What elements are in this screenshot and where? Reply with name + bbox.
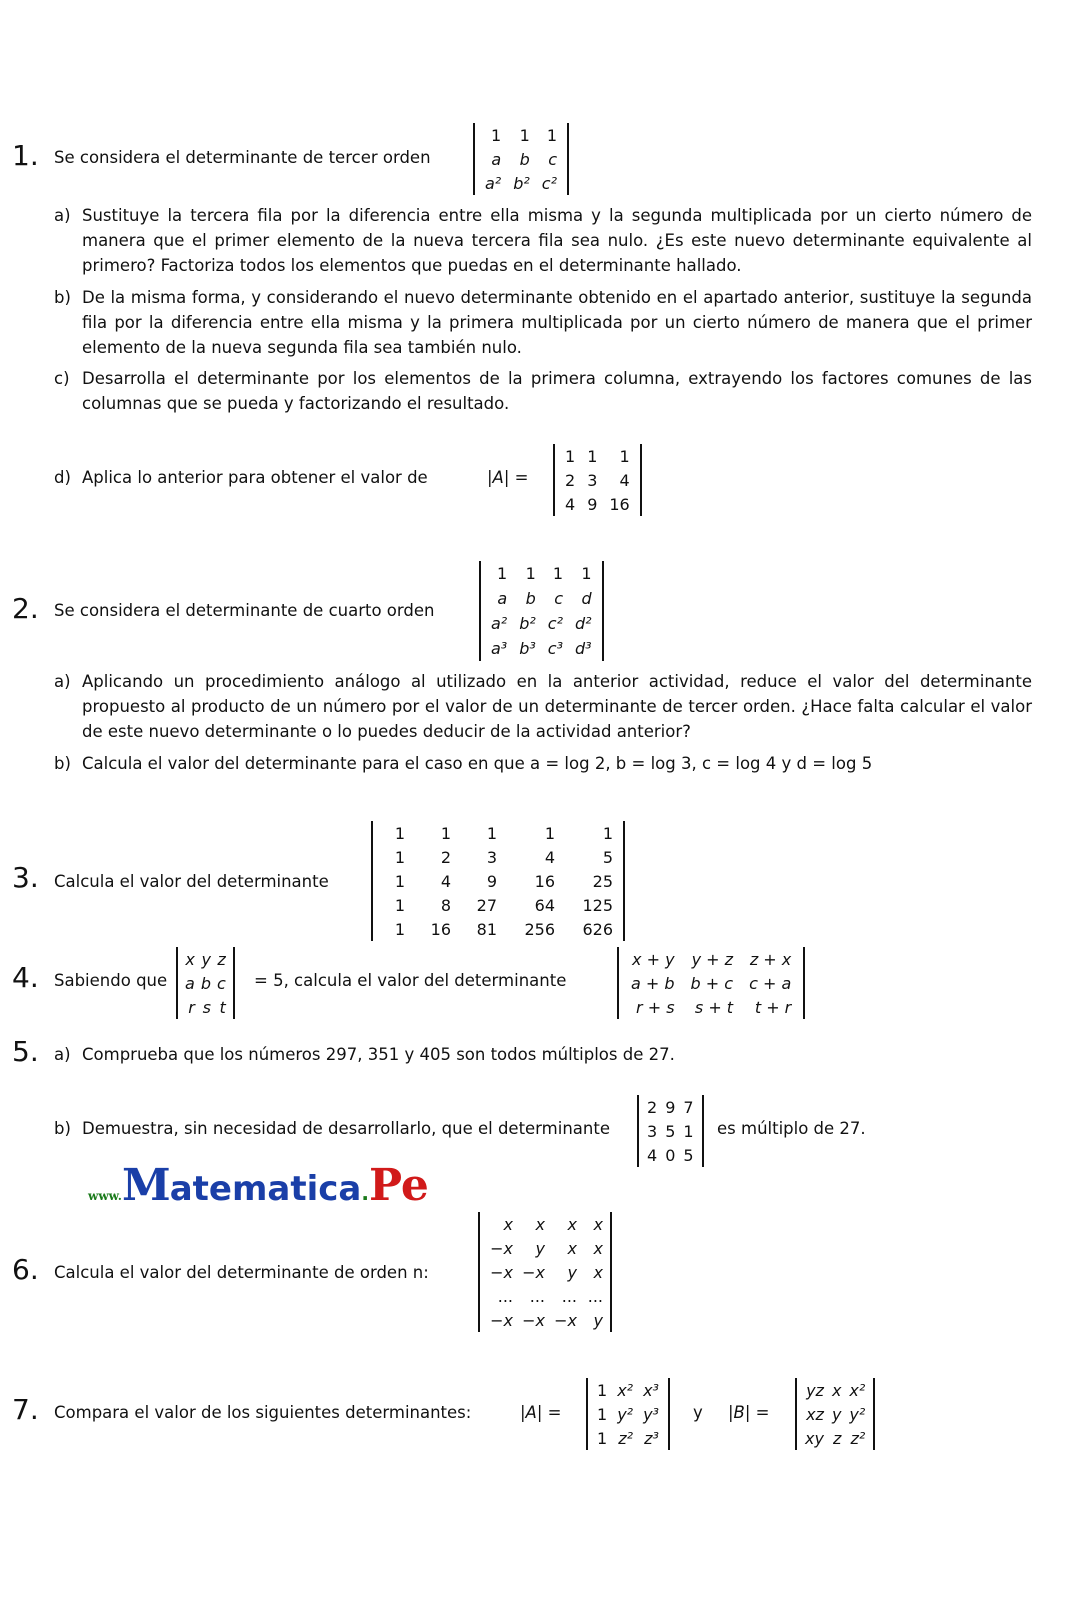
cell: 9 <box>486 871 497 891</box>
matrix-grid <box>592 1378 664 1450</box>
matematica-pe-logo <box>88 1160 429 1211</box>
cell: 16 <box>609 494 630 514</box>
cell: z³ <box>644 1428 659 1448</box>
cell: 25 <box>592 871 613 891</box>
problem-2b-label: b) <box>54 754 71 773</box>
logo-m: M <box>121 1160 170 1211</box>
cell: −x <box>490 1262 513 1282</box>
cell: b <box>519 149 530 169</box>
cell: y³ <box>643 1404 659 1424</box>
cell: b³ <box>519 639 536 658</box>
cell: 2 <box>647 1097 658 1117</box>
logo-pe: Pe <box>368 1160 429 1211</box>
cell: x <box>593 1262 603 1282</box>
cell: −x <box>522 1262 545 1282</box>
cell: −x <box>490 1238 513 1258</box>
problem-3-number: 3. <box>12 861 39 894</box>
problem-1b-label: b) <box>54 288 71 307</box>
determinant-b-lhs: |B| = <box>728 1403 770 1422</box>
cell: b <box>200 973 211 993</box>
cell: x² <box>617 1380 634 1400</box>
problem-5b-label: b) <box>54 1119 71 1138</box>
cell: r + s <box>636 997 675 1017</box>
cell: d <box>581 589 592 608</box>
cell: 5 <box>683 1145 694 1165</box>
cell: c <box>554 589 564 608</box>
cell: z <box>833 1428 842 1448</box>
determinant-a-lhs: |A| = <box>520 1403 562 1422</box>
cell: 2 <box>565 470 576 490</box>
determinant-4 <box>176 947 235 1019</box>
cell: 1 <box>587 446 598 466</box>
cell: 1 <box>394 847 405 867</box>
cell: a² <box>485 173 502 193</box>
cell: 1 <box>486 823 497 843</box>
determinant-1d <box>553 444 642 516</box>
determinant-lhs: |A| = <box>487 468 529 487</box>
cell: ... <box>529 1286 545 1306</box>
determinant-7b <box>795 1378 875 1450</box>
cell: 1 <box>497 564 508 583</box>
cell: b <box>525 589 536 608</box>
problem-2-number: 2. <box>12 592 39 625</box>
cell: 4 <box>565 494 576 514</box>
cell: 9 <box>665 1097 676 1117</box>
cell: 1 <box>565 446 576 466</box>
cell: x <box>831 1380 842 1400</box>
cell: z² <box>618 1428 634 1448</box>
cell: x <box>567 1214 577 1234</box>
cell: 1 <box>683 1121 694 1141</box>
problem-4-number: 4. <box>12 961 39 994</box>
cell: x <box>185 949 195 969</box>
logo-www: www. <box>88 1189 122 1203</box>
cell: x <box>535 1214 545 1234</box>
logo-atematica: atematica <box>169 1169 362 1209</box>
cell: 9 <box>587 494 598 514</box>
cell: −x <box>490 1310 513 1330</box>
cell: z <box>217 949 226 969</box>
cell: y <box>535 1238 545 1258</box>
cell: y + z <box>691 949 734 969</box>
determinant-3 <box>371 821 625 941</box>
cell: ... <box>561 1286 577 1306</box>
cell: 8 <box>440 895 451 915</box>
logo-dot: . <box>361 1181 369 1205</box>
cell: 1 <box>602 823 613 843</box>
matrix-grid <box>623 947 799 1019</box>
cell: 16 <box>430 919 451 939</box>
cell: 2 <box>440 847 451 867</box>
problem-7-intro: Compara el valor de los siguientes determinantes: <box>54 1403 472 1422</box>
problem-5b-text: Demuestra, sin necesidad de desarrollarlo, que el determinante <box>82 1119 610 1138</box>
cell: x <box>593 1214 603 1234</box>
cell: 64 <box>534 895 555 915</box>
matrix-grid <box>485 561 598 661</box>
cell: 1 <box>544 823 555 843</box>
cell: y² <box>849 1404 866 1424</box>
problem-1a-text: Sustituye la tercera fila por la diferencia entre ella misma y la segunda multiplicada por un cierto número de manera que el primer elemento de la nueva tercera fila sea nulo. ¿Es este nuevo determinante equivalente al primero? Factoriza todos los elementos que puedas en el determinante hallado. <box>82 206 1032 275</box>
matrix-grid <box>182 947 229 1019</box>
cell: 0 <box>665 1145 676 1165</box>
cell: 1 <box>519 125 530 145</box>
problem-4-intro: Sabiendo que <box>54 971 168 990</box>
determinant-7a <box>586 1378 670 1450</box>
cell: 3 <box>647 1121 658 1141</box>
cell: t + r <box>754 997 792 1017</box>
cell: x² <box>849 1380 866 1400</box>
cell: 4 <box>440 871 451 891</box>
cell: b + c <box>690 973 734 993</box>
cell: 4 <box>619 470 630 490</box>
problem-1-number: 1. <box>12 139 39 172</box>
cell: a² <box>491 614 508 633</box>
cell: c² <box>541 173 558 193</box>
problem-4-mid: = 5, calcula el valor del determinante <box>254 971 567 990</box>
cell: 1 <box>394 919 405 939</box>
cell: 256 <box>524 919 555 939</box>
cell: 125 <box>582 895 613 915</box>
cell: ... <box>497 1286 513 1306</box>
cell: 1 <box>552 564 564 583</box>
cell: c³ <box>547 639 564 658</box>
cell: 3 <box>486 847 497 867</box>
cell: 1 <box>440 823 451 843</box>
cell: 7 <box>683 1097 694 1117</box>
cell: 4 <box>544 847 555 867</box>
cell: z + x <box>749 949 792 969</box>
cell: −x <box>522 1310 545 1330</box>
problem-3-intro: Calcula el valor del determinante <box>54 872 329 891</box>
cell: x³ <box>643 1380 659 1400</box>
problem-5a-text: Comprueba que los números 297, 351 y 405 son todos múltiplos de 27. <box>82 1045 675 1064</box>
cell: xz <box>806 1404 824 1424</box>
problem-1c-text: Desarrolla el determinante por los elementos de la primera columna, extrayendo los factores comunes de las columnas que se pueda y factorizando el resultado. <box>82 369 1032 413</box>
cell: c + a <box>749 973 792 993</box>
cell: a <box>497 589 508 608</box>
cell: 1 <box>546 125 558 145</box>
cell: d³ <box>575 639 592 658</box>
determinant-2 <box>479 561 604 661</box>
conjunction: y <box>693 1403 703 1422</box>
cell: z² <box>850 1428 866 1448</box>
determinant-6 <box>478 1212 612 1332</box>
cell: yz <box>806 1380 824 1400</box>
cell: c <box>216 973 226 993</box>
cell: 1 <box>491 125 502 145</box>
cell: ... <box>587 1286 603 1306</box>
cell: 1 <box>597 1428 608 1448</box>
cell: x <box>567 1238 577 1258</box>
cell: 3 <box>587 470 598 490</box>
cell: a <box>185 973 195 993</box>
cell: y <box>593 1310 603 1330</box>
matrix-grid <box>801 1378 869 1450</box>
problem-2b-text: Calcula el valor del determinante para el caso en que a = log 2, b = log 3, c = log 4 y d = log 5 <box>82 754 873 773</box>
cell: y <box>831 1404 842 1424</box>
cell: y² <box>617 1404 634 1424</box>
cell: y <box>567 1262 577 1282</box>
cell: −x <box>554 1310 577 1330</box>
cell: 1 <box>597 1404 608 1424</box>
cell: 4 <box>647 1145 658 1165</box>
cell: 1 <box>525 564 536 583</box>
matrix-grid <box>484 1212 606 1332</box>
cell: a³ <box>491 639 508 658</box>
problem-1b-text: De la misma forma, y considerando el nuevo determinante obtenido en el apartado anterior, sustituye la segunda fila por la diferencia entre ella misma y la primera multiplicada por un cierto número de manera que el primer elemento de la nueva segunda fila sea también nulo. <box>82 288 1032 357</box>
determinant-4b <box>617 947 805 1019</box>
determinant-5 <box>637 1095 704 1167</box>
matrix-grid <box>643 1095 698 1167</box>
cell: 1 <box>394 895 405 915</box>
problem-1d-label: d) <box>54 468 71 487</box>
matrix-grid <box>377 821 619 941</box>
cell: 5 <box>602 847 613 867</box>
problem-1d-text: Aplica lo anterior para obtener el valor de <box>82 468 428 487</box>
cell: 1 <box>394 871 405 891</box>
cell: c <box>548 149 558 169</box>
determinant-1 <box>473 123 569 195</box>
problem-2-intro: Se considera el determinante de cuarto orden <box>54 601 435 620</box>
cell: s <box>202 997 211 1017</box>
problem-5b-tail: es múltiplo de 27. <box>717 1119 866 1138</box>
problem-6-intro: Calcula el valor del determinante de orden n: <box>54 1263 429 1282</box>
problem-1-intro: Se considera el determinante de tercer orden <box>54 148 431 167</box>
cell: 1 <box>619 446 630 466</box>
cell: b² <box>513 173 530 193</box>
problem-6-number: 6. <box>12 1253 39 1286</box>
cell: xy <box>805 1428 824 1448</box>
cell: s + t <box>694 997 734 1017</box>
cell: 81 <box>476 919 497 939</box>
cell: 1 <box>581 564 592 583</box>
cell: 27 <box>476 895 497 915</box>
problem-2a-label: a) <box>54 672 71 691</box>
problem-2a-text: Aplicando un procedimiento análogo al utilizado en la anterior actividad, reduce el valor del determinante propuesto al producto de un número por el valor de un determinante de tercer orden. ¿Hace falta calcular el valor de este nuevo determinante o lo puedes deducir de la actividad anterior? <box>82 672 1032 741</box>
cell: 5 <box>665 1121 676 1141</box>
cell: a + b <box>631 973 675 993</box>
cell: x <box>503 1214 513 1234</box>
cell: x + y <box>632 949 675 969</box>
matrix-grid <box>559 444 636 516</box>
cell: a <box>491 149 502 169</box>
problem-1c-label: c) <box>54 369 70 388</box>
cell: d² <box>575 614 592 633</box>
problem-5a-label: a) <box>54 1045 71 1064</box>
problem-5-number: 5. <box>12 1035 39 1068</box>
cell: 626 <box>582 919 613 939</box>
cell: t <box>219 997 226 1017</box>
problem-1a-label: a) <box>54 206 71 225</box>
problem-7-number: 7. <box>12 1393 39 1426</box>
cell: 16 <box>534 871 555 891</box>
cell: c² <box>547 614 564 633</box>
matrix-grid <box>479 123 563 195</box>
cell: 1 <box>597 1380 608 1400</box>
cell: r <box>188 997 195 1017</box>
cell: 1 <box>394 823 405 843</box>
cell: y <box>201 949 211 969</box>
cell: b² <box>519 614 536 633</box>
cell: x <box>593 1238 603 1258</box>
